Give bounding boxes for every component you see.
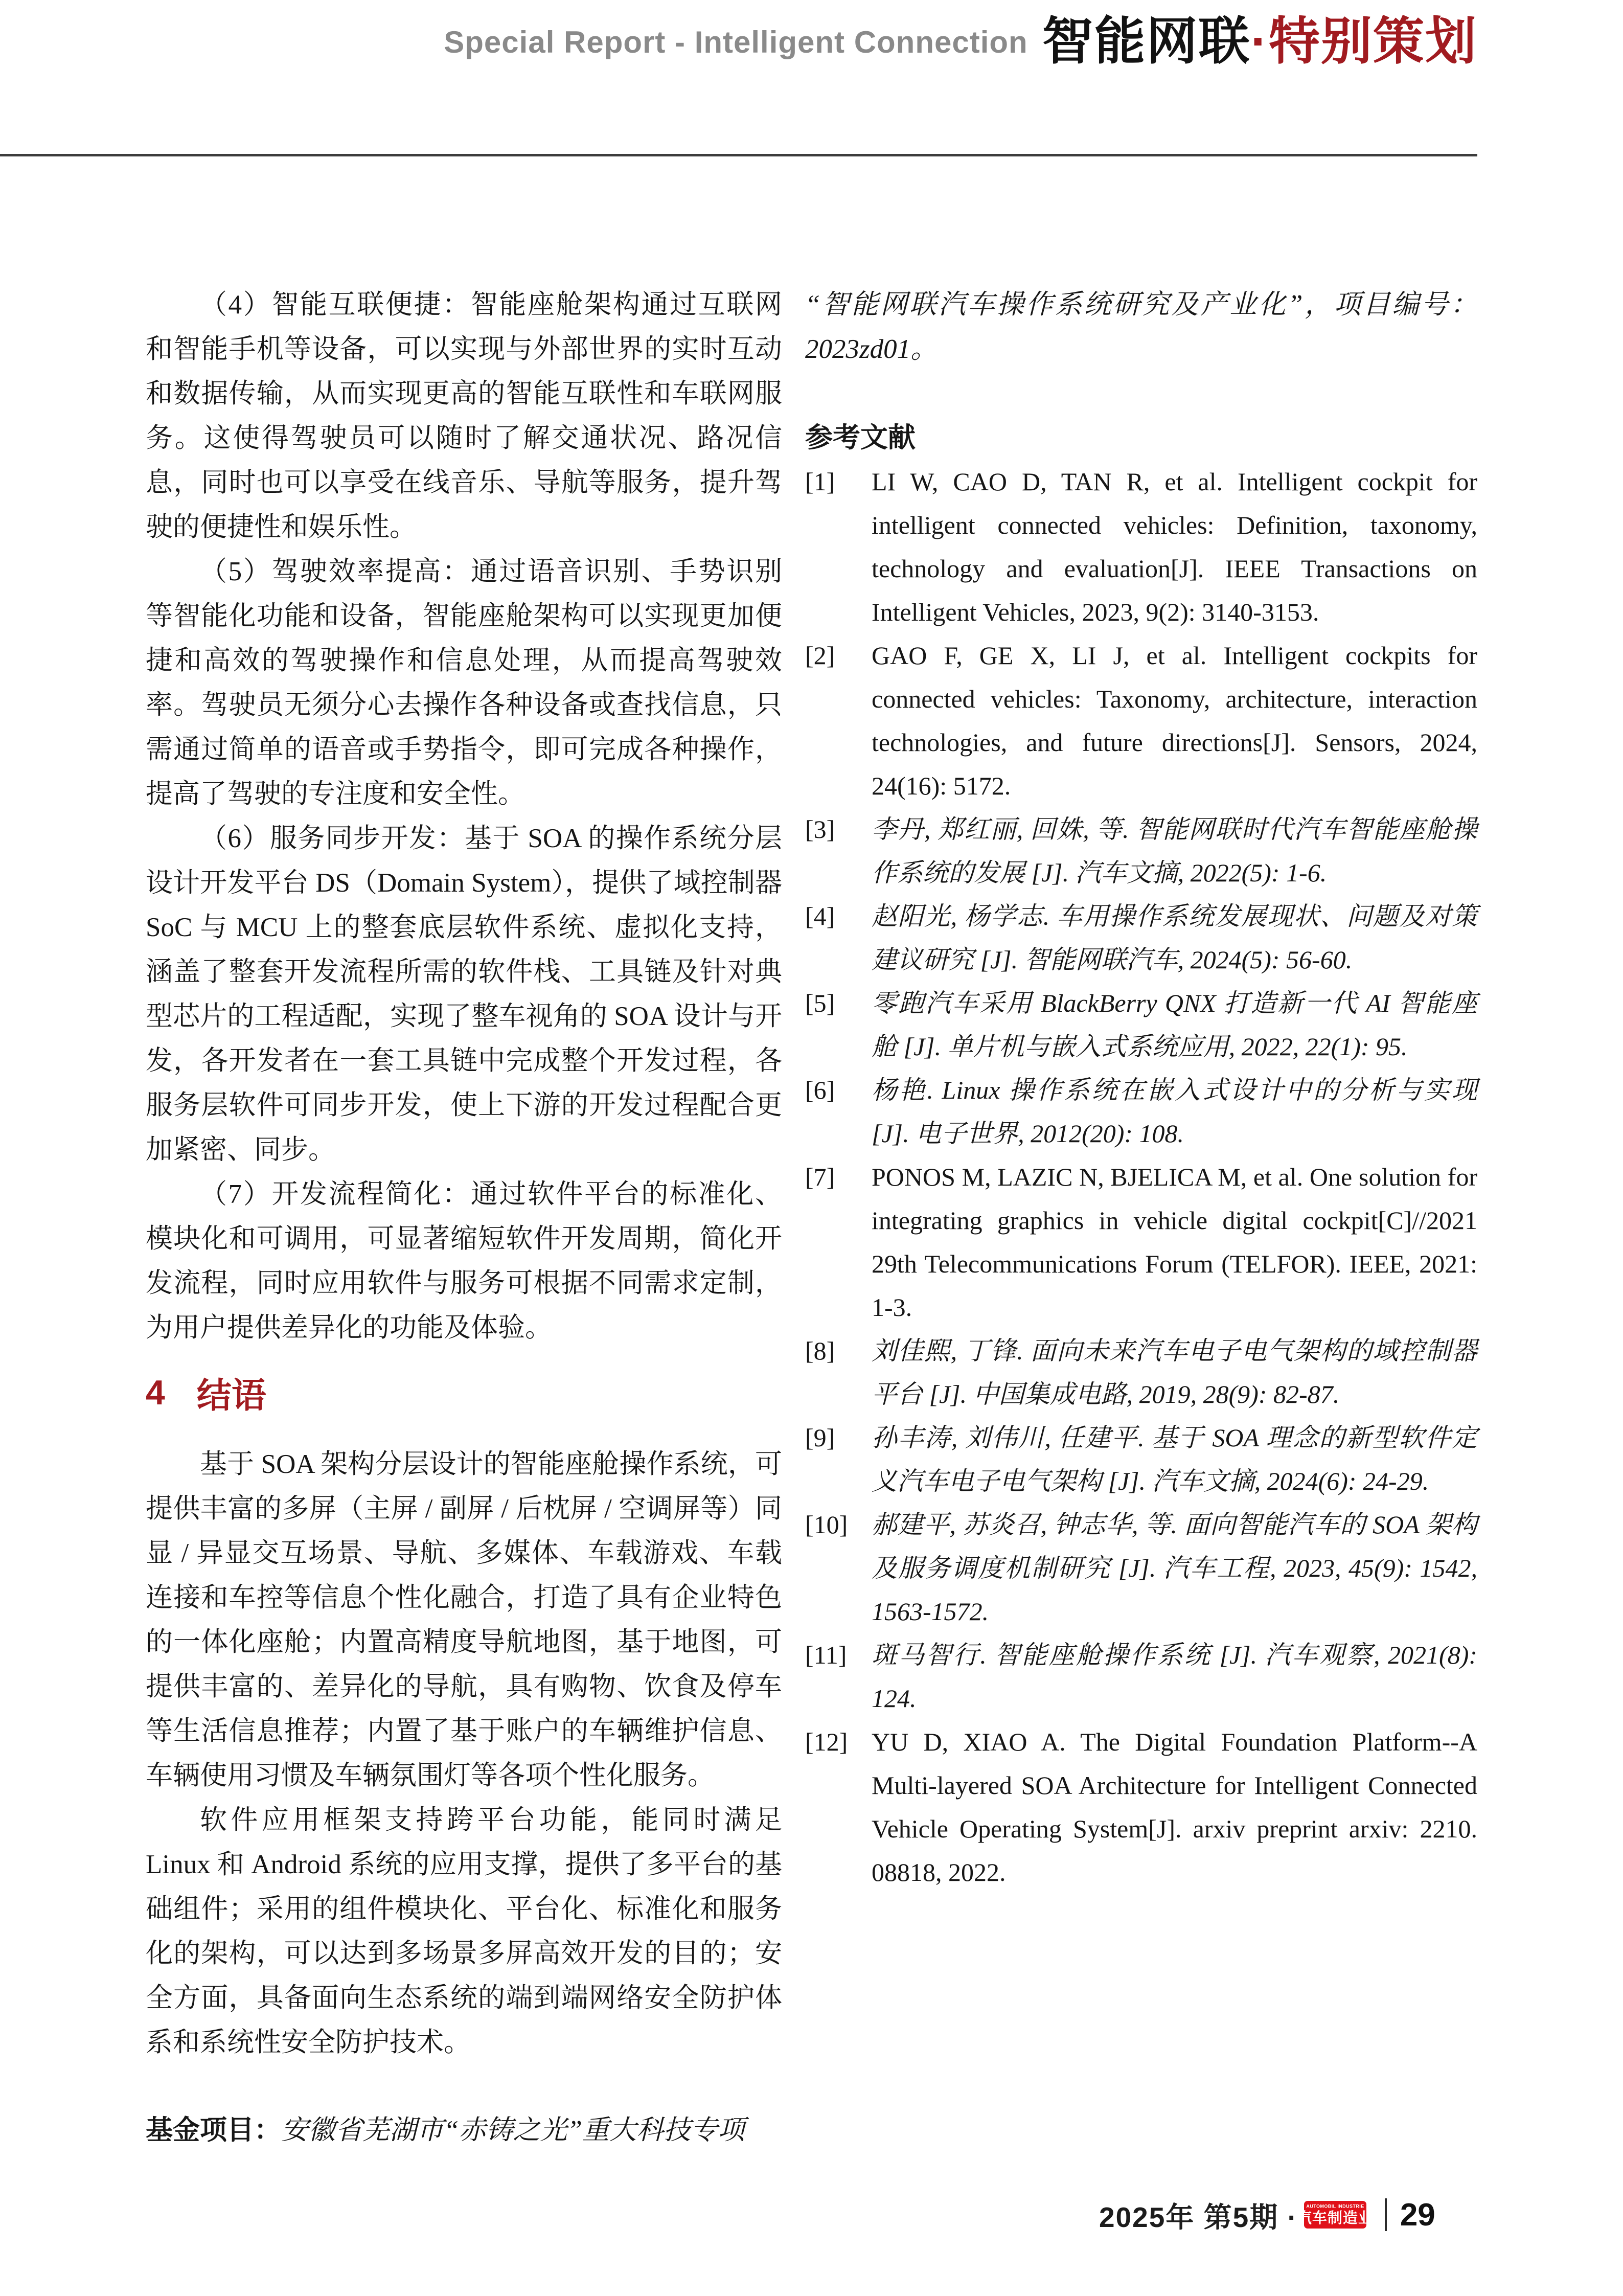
left-column — [146, 283, 782, 2153]
reference-item-4 — [805, 895, 1477, 982]
reference-text: GAO F, GE X, LI J, et al. Intelligent cockpits for connected vehicles: Taxonomy, architecture, interaction technologies, and future directions[J]. Sensors, 2024, 24(16): 5172. — [872, 641, 1477, 800]
reference-text: LI W, CAO D, TAN R, et al. Intelligent cockpit for intelligent connected vehicles: Definition, taxonomy, technology and evaluation[J]. IEEE Transactions on Intelligent Vehicles, 2023, 9(2): 3140-3153. — [872, 467, 1477, 626]
reference-item-7 — [805, 1155, 1477, 1329]
feature-paragraph-4: （4）智能互联便捷：智能座舱架构通过互联网和智能手机等设备，可以实现与外部世界的实时互动和数据传输，从而实现更高的智能互联性和车联网服务。这使得驾驶员可以随时了解交通状况、路况信息，同时也可以享受在线音乐、导航等服务，提升驾驶的便捷性和娱乐性。 — [146, 290, 782, 542]
reference-text: 刘佳熙, 丁锋. 面向未来汽车电子电气架构的域控制器平台 [J]. 中国集成电路, 2019, 28(9): 82-87. — [872, 1336, 1477, 1408]
reference-number: [4] — [805, 902, 835, 930]
page-header — [444, 0, 1477, 153]
reference-item-3 — [805, 808, 1477, 895]
page-number: 29 — [1400, 2197, 1435, 2233]
reference-text: YU D, XIAO A. The Digital Foundation Platform--A Multi-layered SOA Architecture for Intelligent Connected Vehicle Operating System[J]. arxiv preprint arxiv: 2210. 08818, 2022. — [872, 1727, 1477, 1886]
header-section-title: 智能网联 — [1042, 13, 1251, 70]
reference-number: [3] — [805, 815, 835, 844]
header-rule — [0, 154, 1477, 156]
reference-text: PONOS M, LAZIC N, BJELICA M, et al. One solution for integrating graphics in vehicle digital cockpit[C]//2021 29th Telecommunications Forum (TELFOR). IEEE, 2021: 1-3. — [872, 1163, 1477, 1322]
reference-number: [10] — [805, 1510, 848, 1539]
section-heading-conclusion — [146, 1365, 782, 1421]
references-heading: 参考文献 — [805, 422, 916, 453]
funding-line — [146, 2108, 782, 2153]
feature-paragraph-6: （6）服务同步开发：基于 SOA 的操作系统分层设计开发平台 DS（Domain System），提供了域控制器 SoC 与 MCU 上的整套底层软件系统、虚拟化支持，涵盖了整套开发流程所需的软件栈、工具链及针对典型芯片的工程适配，实现了整车视角的 SOA 设计与开发，各开发者在一套工具链中完成整个开发过程，各服务层软件可同步开发，使上下游的开发过程配合更加紧密、同步。 — [146, 824, 782, 1165]
reference-number: [6] — [805, 1076, 835, 1104]
magazine-logo-title: 汽车制造业 — [1296, 2210, 1374, 2226]
magazine-logo-badge — [1296, 2201, 1374, 2229]
reference-item-11 — [805, 1633, 1477, 1720]
conclusion-paragraph-1: 基于 SOA 架构分层设计的智能座舱操作系统，可提供丰富的多屏（主屏 / 副屏 / 后枕屏 / 空调屏等）同显 / 异显交互场景、导航、多媒体、车载游戏、车载连接和车控等信息个性化融合，打造了具有企业特色的一体化座舱；内置高精度导航地图，基于地图，可提供丰富的、差异化的导航，具有购物、饮食及停车等生活信息推荐；内置了基于账户的车辆维护信息、车辆使用习惯及车辆氛围灯等各项个性化服务。 — [146, 1449, 782, 1790]
feature-paragraph-5: （5）驾驶效率提高：通过语音识别、手势识别等智能化功能和设备，智能座舱架构可以实现更加便捷和高效的驾驶操作和信息处理，从而提高驾驶效率。驾驶员无须分心去操作各种设备或查找信息，只需通过简单的语音或手势指令，即可完成各种操作，提高了驾驶的专注度和安全性。 — [146, 557, 782, 809]
reference-item-9 — [805, 1416, 1477, 1503]
reference-text: 孙丰涛, 刘伟川, 任建平. 基于 SOA 理念的新型软件定义汽车电子电气架构 [J]. 汽车文摘, 2024(6): 24-29. — [872, 1423, 1477, 1495]
feature-paragraph-7: （7）开发流程简化：通过软件平台的标准化、模块化和可调用，可显著缩短软件开发周期，简化开发流程，同时应用软件与服务可根据不同需求定制，为用户提供差异化的功能及体验。 — [146, 1179, 782, 1343]
funding-label: 基金项目： — [146, 2115, 281, 2145]
reference-text: 零跑汽车采用 BlackBerry QNX 打造新一代 AI 智能座舱 [J]. 单片机与嵌入式系统应用, 2022, 22(1): 95. — [872, 989, 1477, 1061]
reference-number: [12] — [805, 1727, 848, 1756]
header-section-subtitle: ·特别策划 — [1250, 13, 1477, 70]
section-title: 结语 — [196, 1376, 266, 1415]
footer-issue-text: 2025年 第5期 · — [1099, 2201, 1298, 2233]
reference-text: 郝建平, 苏炎召, 钟志华, 等. 面向智能汽车的 SOA 架构及服务调度机制研究 [J]. 汽车工程, 2023, 45(9): 1542, 1563-1572. — [872, 1510, 1477, 1626]
reference-number: [1] — [805, 467, 835, 496]
section-number: 4 — [146, 1373, 165, 1412]
reference-text: 李丹, 郑红丽, 回姝, 等. 智能网联时代汽车智能座舱操作系统的发展 [J]. 汽车文摘, 2022(5): 1-6. — [872, 815, 1477, 887]
reference-item-6 — [805, 1069, 1477, 1155]
reference-number: [7] — [805, 1163, 835, 1191]
reference-number: [11] — [805, 1641, 847, 1669]
reference-item-1 — [805, 460, 1477, 634]
reference-item-8 — [805, 1329, 1477, 1416]
funding-continuation: “智能网联汽车操作系统研究及产业化”，项目编号：2023zd01。 — [805, 290, 1477, 364]
reference-text: 杨艳. Linux 操作系统在嵌入式设计中的分析与实现 [J]. 电子世界, 2012(20): 108. — [872, 1076, 1477, 1148]
right-column — [805, 283, 1477, 2153]
reference-item-5 — [805, 982, 1477, 1069]
page-footer — [1099, 2196, 1435, 2233]
article-content — [146, 283, 1477, 2153]
reference-number: [8] — [805, 1336, 835, 1365]
reference-item-2 — [805, 634, 1477, 808]
reference-number: [9] — [805, 1423, 835, 1452]
footer-divider — [1385, 2198, 1387, 2231]
header-english-title: Special Report - Intelligent Connection — [444, 25, 1028, 59]
magazine-logo-subtitle: AUTOMOBIL INDUSTRIE — [1306, 2203, 1364, 2209]
conclusion-paragraph-2: 软件应用框架支持跨平台功能，能同时满足 Linux 和 Android 系统的应用支撑，提供了多平台的基础组件；采用的组件模块化、平台化、标准化和服务化的架构，可以达到多场景多屏高效开发的目的；安全方面，具备面向生态系统的端到端网络安全防护体系和系统性安全防护技术。 — [146, 1805, 782, 2057]
reference-item-10 — [805, 1503, 1477, 1633]
reference-text: 斑马智行. 智能座舱操作系统 [J]. 汽车观察, 2021(8): 124. — [872, 1641, 1477, 1713]
reference-item-12 — [805, 1720, 1477, 1894]
reference-text: 赵阳光, 杨学志. 车用操作系统发展现状、问题及对策建议研究 [J]. 智能网联汽车, 2024(5): 56-60. — [872, 902, 1477, 974]
reference-number: [5] — [805, 989, 835, 1017]
reference-number: [2] — [805, 641, 835, 670]
funding-text: 安徽省芜湖市“赤铸之光”重大科技专项 — [281, 2116, 745, 2145]
